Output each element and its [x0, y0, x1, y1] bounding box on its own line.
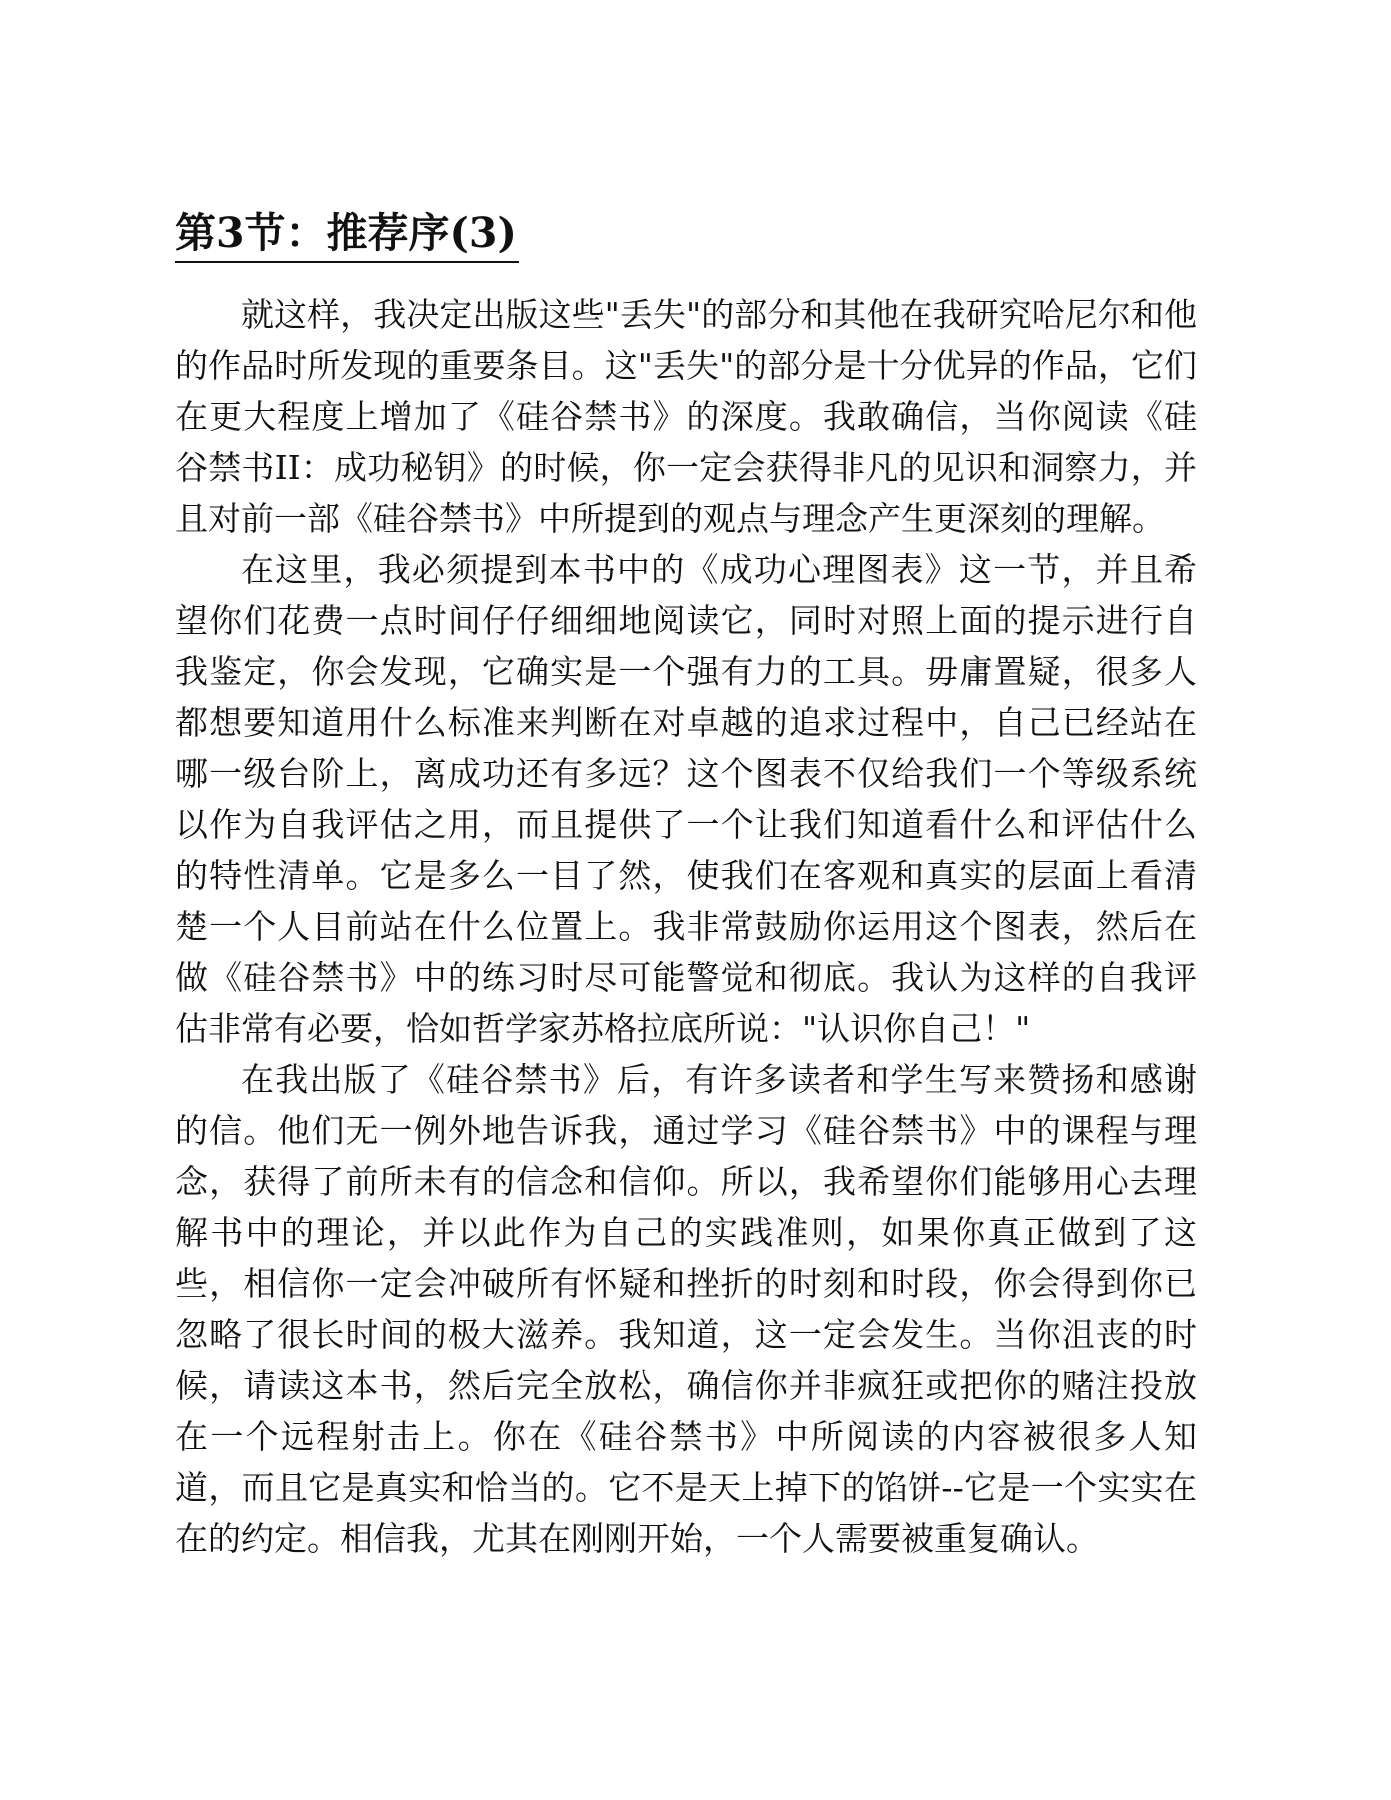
section-title: 第3节：推荐序(3) — [175, 205, 519, 263]
document-page — [175, 205, 1197, 1564]
body-paragraph-3: 在我出版了《硅谷禁书》后，有许多读者和学生写来赞扬和感谢的信。他们无一例外地告诉我，通过学习《硅谷禁书》中的课程与理念，获得了前所未有的信念和信仰。所以，我希望你们能够用心去理解书中的理论，并以此作为自己的实践准则，如果你真正做到了这些，相信你一定会冲破所有怀疑和挫折的时刻和时段，你会得到你已忽略了很长时间的极大滋养。我知道，这一定会发生。当你沮丧的时候，请读这本书，然后完全放松，确信你并非疯狂或把你的赌注投放在一个远程射击上。你在《硅谷禁书》中所阅读的内容被很多人知道，而且它是真实和恰当的。它不是天上掉下的馅饼--它是一个实实在在的约定。相信我，尤其在刚刚开始，一个人需要被重复确认。 — [175, 1060, 1197, 1558]
body-paragraph-2: 在这里，我必须提到本书中的《成功心理图表》这一节，并且希望你们花费一点时间仔仔细细地阅读它，同时对照上面的提示进行自我鉴定，你会发现，它确实是一个强有力的工具。毋庸置疑，很多人都想要知道用什么标准来判断在对卓越的追求过程中，自己已经站在哪一级台阶上，离成功还有多远？这个图表不仅给我们一个等级系统以作为自我评估之用，而且提供了一个让我们知道看什么和评估什么的特性清单。它是多么一目了然，使我们在客观和真实的层面上看清楚一个人目前站在什么位置上。我非常鼓励你运用这个图表，然后在做《硅谷禁书》中的练习时尽可能警觉和彻底。我认为这样的自我评估非常有必要，恰如哲学家苏格拉底所说："认识你自己！" — [175, 550, 1197, 1048]
body-paragraph-1: 就这样，我决定出版这些"丢失"的部分和其他在我研究哈尼尔和他的作品时所发现的重要条目。这"丢失"的部分是十分优异的作品，它们在更大程度上增加了《硅谷禁书》的深度。我敢确信，当你阅读《硅谷禁书II：成功秘钥》的时候，你一定会获得非凡的见识和洞察力，并且对前一部《硅谷禁书》中所提到的观点与理念产生更深刻的理解。 — [175, 295, 1197, 538]
